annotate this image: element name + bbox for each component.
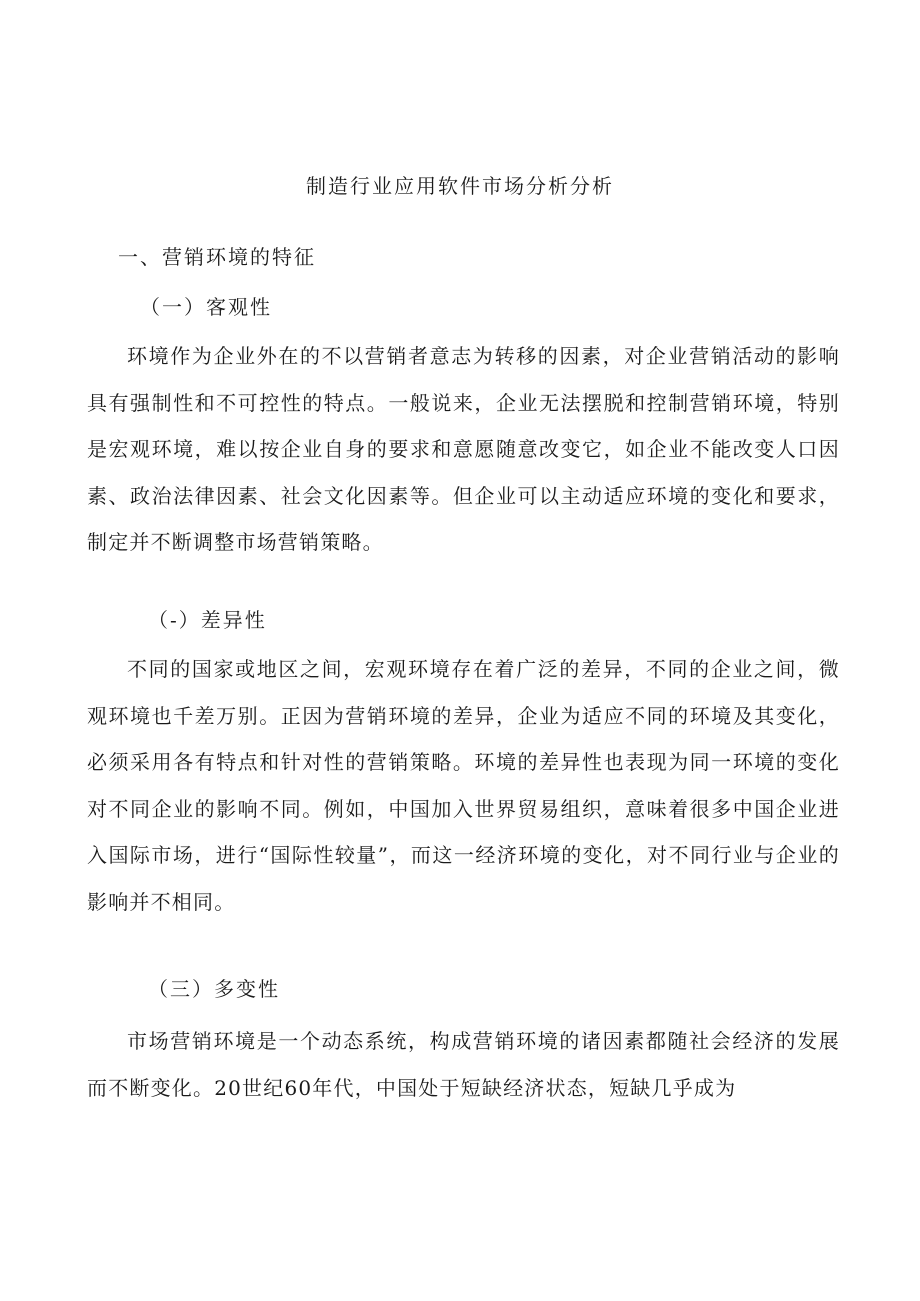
paragraph-objectivity: 环境作为企业外在的不以营销者意志为转移的因素，对企业营销活动的影响具有强制性和不可控性的特点。一般说来，企业无法摆脱和控制营销环境，特别是宏观环境，难以按企业自身的要求和意愿随意改变它，如企业不能改变人口因素、政治法律因素、社会文化因素等。但企业可以主动适应环境的变化和要求，制定并不断调整市场营销策略。 [87,344,840,554]
paragraph-difference: 不同的国家或地区之间，宏观环境存在着广泛的差异，不同的企业之间，微观环境也千差万别。正因为营销环境的差异，企业为适应不同的环境及其变化，必须采用各有特点和针对性的营销策略。环境的差异性也表现为同一环境的变化对不同企业的影响不同。例如，中国加入世界贸易组织，意味着很多中国企业进入国际市场，进行“国际性较量”，而这一经济环境的变化，对不同行业与企业的影响并不相同。 [87,657,840,914]
section-heading-marketing-environment: 一、营销环境的特征 [118,245,316,269]
subsection-heading-variability: （三）多变性 [148,977,280,1001]
document-title: 制造行业应用软件市场分析分析 [306,174,614,198]
paragraph-variability: 市场营销环境是一个动态系统，构成营销环境的诸因素都随社会经济的发展而不断变化。20世纪60年代，中国处于短缺经济状态，短缺几乎成为 [87,1029,840,1100]
subsection-heading-difference: （-）差异性 [148,608,267,632]
subsection-heading-objectivity: （一）客观性 [140,295,272,319]
